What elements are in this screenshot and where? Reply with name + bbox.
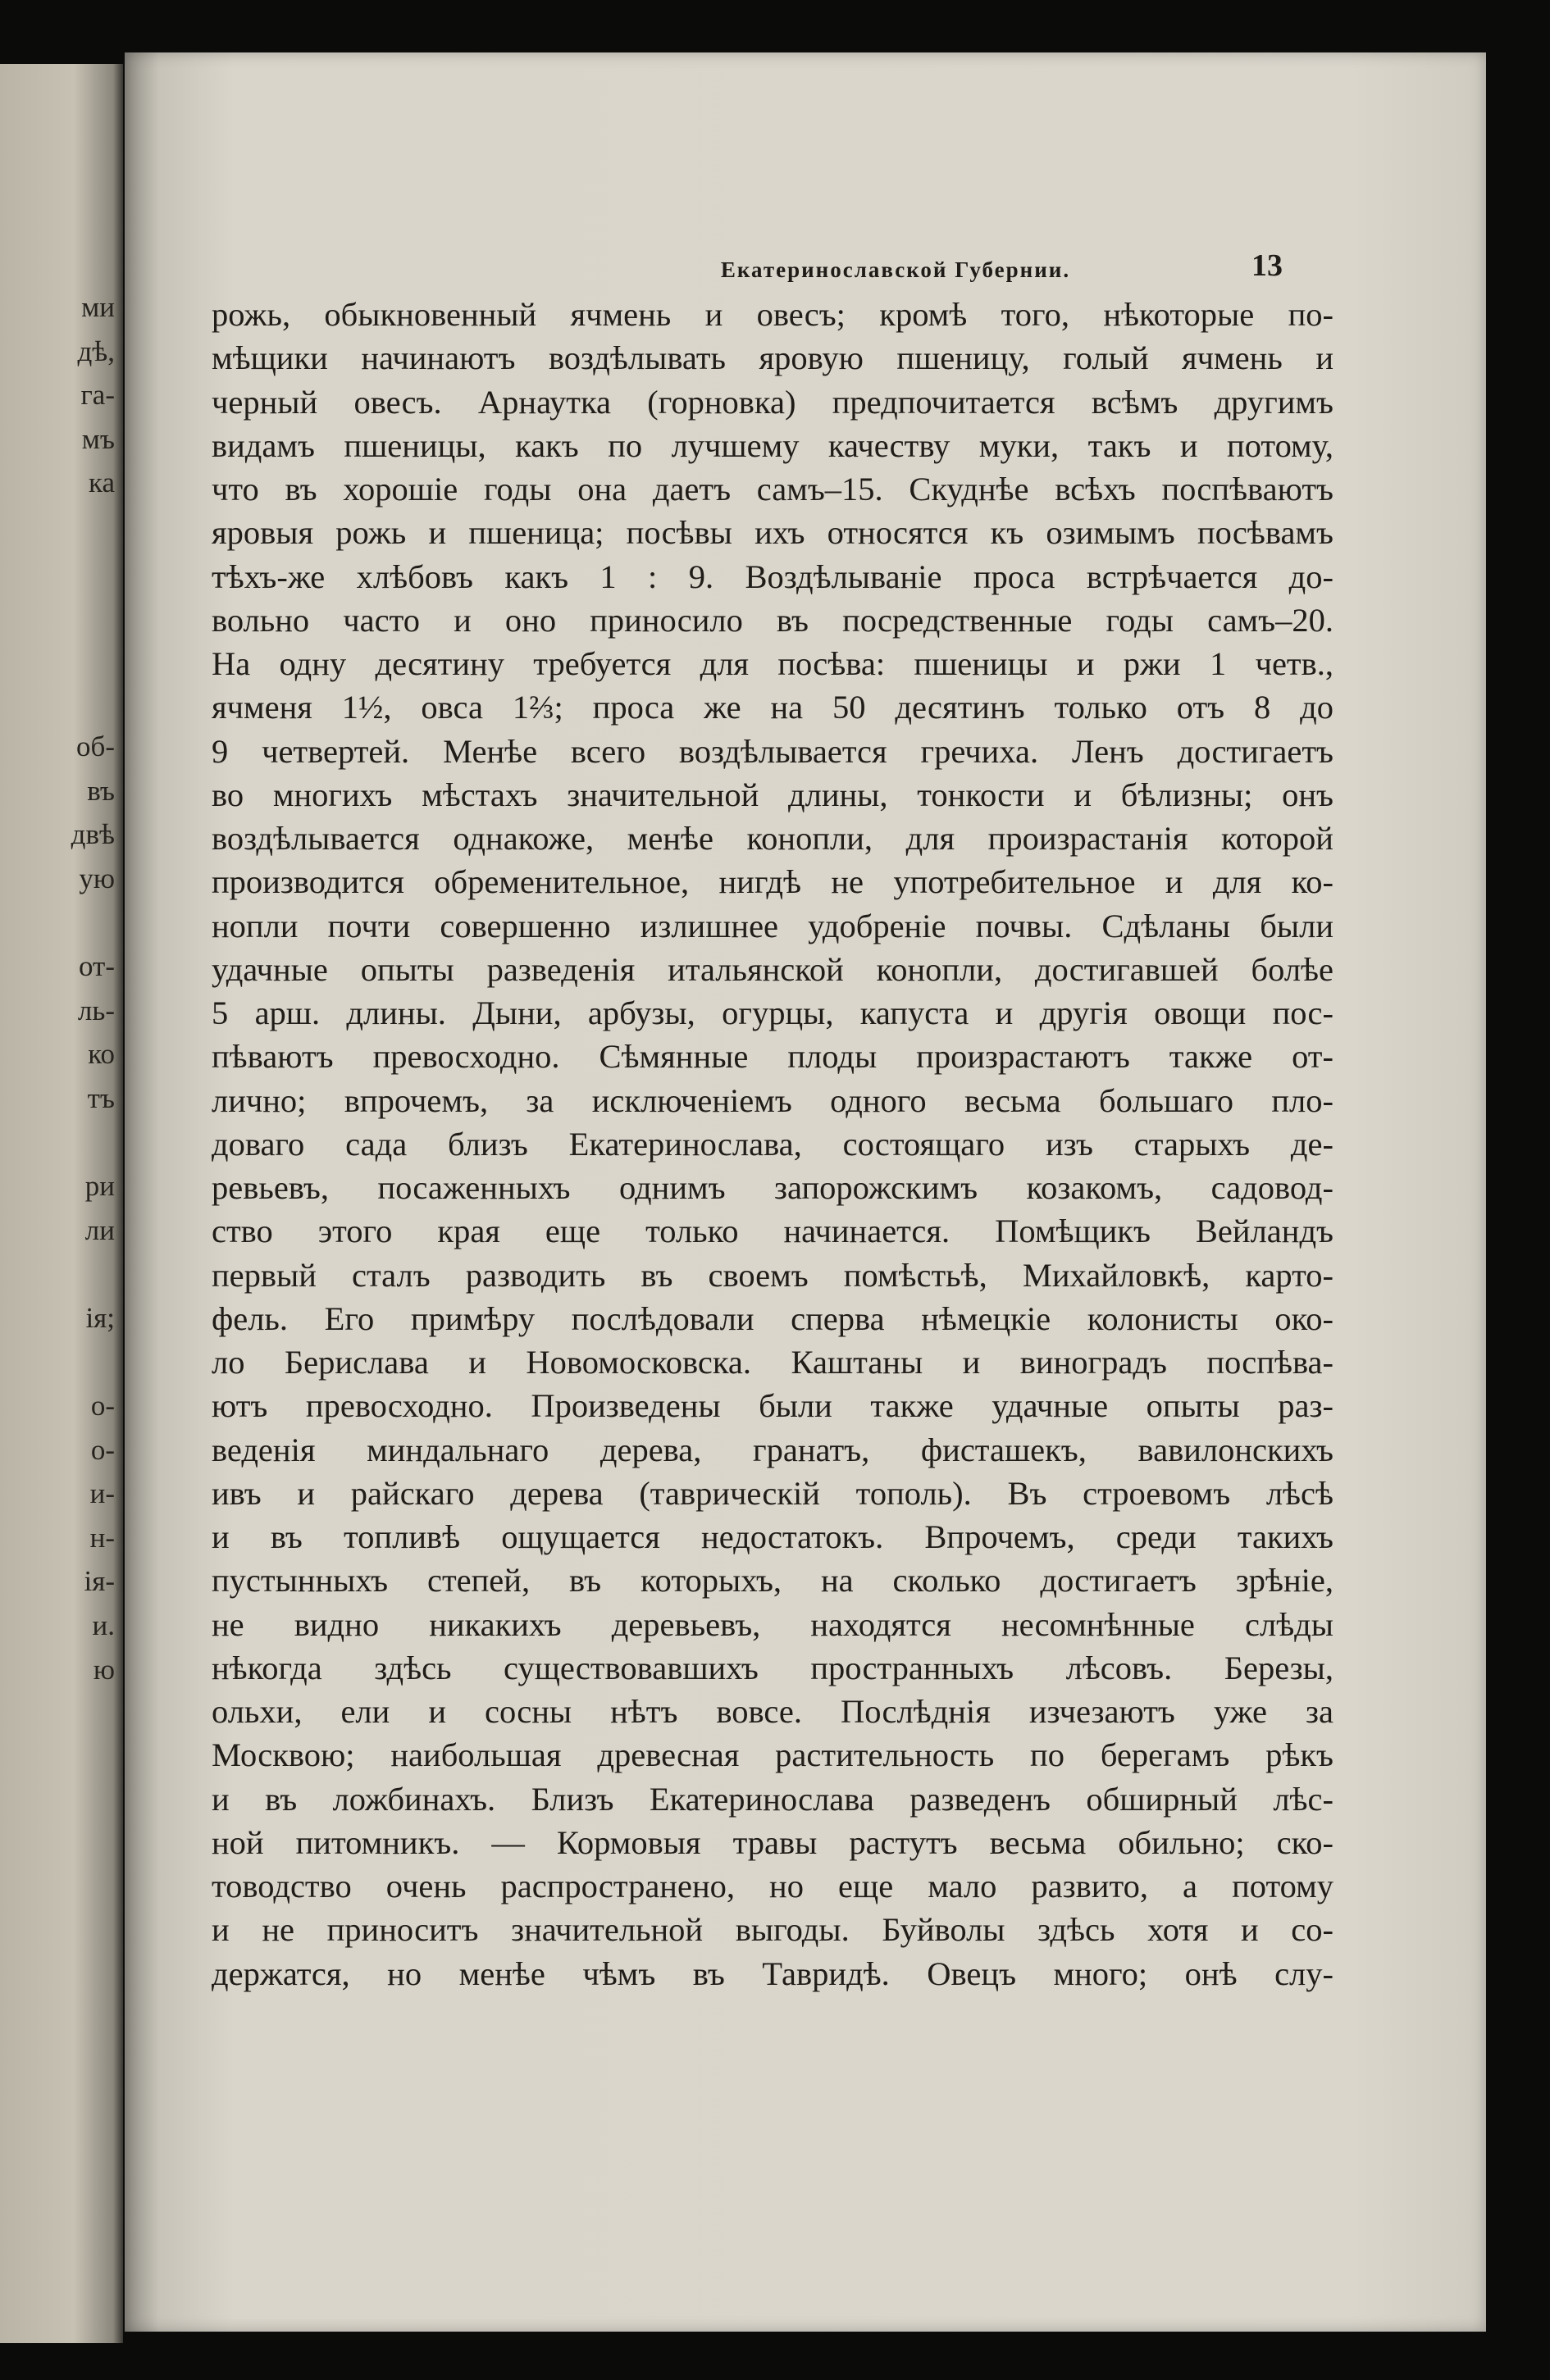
- previous-page-fragment: о-: [90, 1390, 115, 1422]
- text-line: и не приноситъ значительной выгоды. Буйволы здѣсь хотя и со-: [212, 1911, 1333, 1949]
- running-head: Екатеринославской Губернии.: [720, 257, 1071, 282]
- text-line: 5 арш. длины. Дыни, арбузы, огурцы, капуста и другія овощи пос-: [212, 994, 1333, 1031]
- text-line: фель. Его примѣру послѣдовали сперва нѣмецкіе колонисты око-: [212, 1299, 1333, 1337]
- text-line: видамъ пшеницы, какъ по лучшему качеству муки, такъ и потому,: [212, 426, 1333, 464]
- text-line: рожь, обыкновенный ячмень и овесъ; кромѣ того, нѣкоторые по-: [212, 296, 1333, 333]
- text-line: производится обременительное, нигдѣ не употребительное и для ко-: [212, 863, 1333, 901]
- text-line: ютъ превосходно. Произведены были также удачные опыты раз-: [212, 1387, 1333, 1425]
- text-line: воздѣлывается однакоже, менѣе конопли, для произрастанія которой: [212, 820, 1333, 857]
- text-line: и въ ложбинахъ. Близъ Екатеринослава разведенъ обширный лѣс-: [212, 1780, 1333, 1818]
- text-line: не видно никакихъ деревьевъ, находятся несомнѣнные слѣды: [212, 1605, 1333, 1643]
- text-line: пустынныхъ степей, въ которыхъ, на сколько достигаетъ зрѣніе,: [212, 1562, 1333, 1600]
- text-line: вольно часто и оно приносило въ посредственные годы самъ–20.: [212, 601, 1333, 639]
- text-line: тѣхъ-же хлѣбовъ какъ 1 : 9. Воздѣлываніе проса встрѣчается до-: [212, 557, 1333, 595]
- text-line: ной питомникъ. — Кормовыя травы растутъ весьма обильно; ско-: [212, 1823, 1333, 1861]
- previous-page-fragment: га-: [80, 379, 115, 412]
- page-number: 13: [1251, 248, 1283, 283]
- previous-page-fragment: ль-: [77, 994, 115, 1026]
- previous-page-fragment: мъ: [81, 422, 115, 455]
- text-line: нѣкогда здѣсь существовавшихъ пространныхъ лѣсовъ. Березы,: [212, 1649, 1333, 1686]
- text-line: На одну десятину требуется для посѣва: пшеницы и ржи 1 четв.,: [212, 645, 1333, 682]
- text-line: держатся, но менѣе чѣмъ въ Тавридѣ. Овецъ много; онѣ слу-: [212, 1955, 1333, 1992]
- body-text: [212, 293, 1333, 2096]
- previous-page-fragment: и.: [92, 1609, 115, 1641]
- text-line: первый сталъ разводить въ своемъ помѣстьѣ, Михайловкѣ, карто-: [212, 1256, 1333, 1294]
- previous-page-fragment: от-: [79, 950, 115, 982]
- previous-page-fragment: ри: [84, 1170, 115, 1202]
- text-line: что въ хорошіе годы она даетъ самъ–15. Скуднѣе всѣхъ поспѣваютъ: [212, 471, 1333, 507]
- text-line: ревьевъ, посаженныхъ однимъ запорожскимъ козакомъ, садовод-: [212, 1169, 1333, 1206]
- previous-page-fragment: ія-: [84, 1565, 115, 1598]
- text-line: ивъ и райскаго дерева (таврическій тополь). Въ строевомъ лѣсѣ: [212, 1474, 1333, 1512]
- previous-page-fragment: двѣ: [71, 818, 115, 851]
- previous-page-fragment: ю: [93, 1653, 115, 1686]
- text-line: мѣщики начинаютъ воздѣлывать яровую пшеницу, голый ячмень и: [212, 339, 1333, 377]
- text-line: Москвою; наибольшая древесная растительность по берегамъ рѣкъ: [212, 1736, 1333, 1774]
- text-line: лично; впрочемъ, за исключеніемъ одного весьма большаго пло-: [212, 1081, 1333, 1119]
- text-line: ло Берислава и Новомосковска. Каштаны и виноградъ поспѣва-: [212, 1344, 1333, 1381]
- previous-page-fragment: дѣ,: [77, 334, 115, 367]
- previous-page-fragment: и-: [89, 1477, 115, 1510]
- previous-page-fragment: ли: [84, 1213, 115, 1246]
- text-line: удачные опыты разведенія итальянской конопли, достигавшей болѣе: [212, 950, 1333, 988]
- book-page: [125, 52, 1486, 2332]
- previous-page-fragment: ка: [88, 466, 115, 499]
- previous-page-fragment: ко: [88, 1038, 115, 1071]
- previous-page-fragment: о-: [90, 1433, 115, 1466]
- text-line: во многихъ мѣстахъ значительной длины, тонкости и бѣлизны; онъ: [212, 776, 1333, 813]
- previous-page-fragment: ми: [81, 291, 115, 323]
- text-line: доваго сада близъ Екатеринослава, состоящаго изъ старыхъ де-: [212, 1125, 1333, 1163]
- text-line: яровыя рожь и пшеница; посѣвы ихъ относятся къ озимымъ посѣвамъ: [212, 514, 1333, 552]
- previous-page-fragment: ія;: [85, 1301, 115, 1334]
- text-line: ячменя 1½, овса 1⅔; проса же на 50 десятинъ только отъ 8 до: [212, 689, 1333, 726]
- previous-page-fragment: об-: [76, 730, 115, 762]
- text-line: товодство очень распространено, но еще мало развито, а потому: [212, 1868, 1333, 1904]
- text-line: веденія миндальнаго дерева, гранатъ, фисташекъ, вавилонскихъ: [212, 1431, 1333, 1468]
- text-line: ство этого края еще только начинается. Помѣщикъ Вейландъ: [212, 1213, 1333, 1250]
- text-line: 9 четвертей. Менѣе всего воздѣлывается гречиха. Ленъ достигаетъ: [212, 732, 1333, 770]
- text-line: черный овесъ. Арнаутка (горновка) предпочитается всѣмъ другимъ: [212, 383, 1333, 421]
- text-line: пѣваютъ превосходно. Сѣмянные плоды произрастаютъ также от-: [212, 1038, 1333, 1076]
- previous-page-fragment: ую: [79, 862, 115, 894]
- text-line: нопли почти совершенно излишнее удобреніе почвы. Сдѣланы были: [212, 907, 1333, 944]
- previous-page-fragment: въ: [87, 774, 115, 807]
- text-line: ольхи, ели и сосны нѣтъ вовсе. Послѣднія изчезаютъ уже за: [212, 1693, 1333, 1730]
- previous-page-fragment: тъ: [87, 1081, 115, 1114]
- text-line: и въ топливѣ ощущается недостатокъ. Впрочемъ, среди такихъ: [212, 1518, 1333, 1555]
- previous-page-fragment: н-: [89, 1521, 115, 1554]
